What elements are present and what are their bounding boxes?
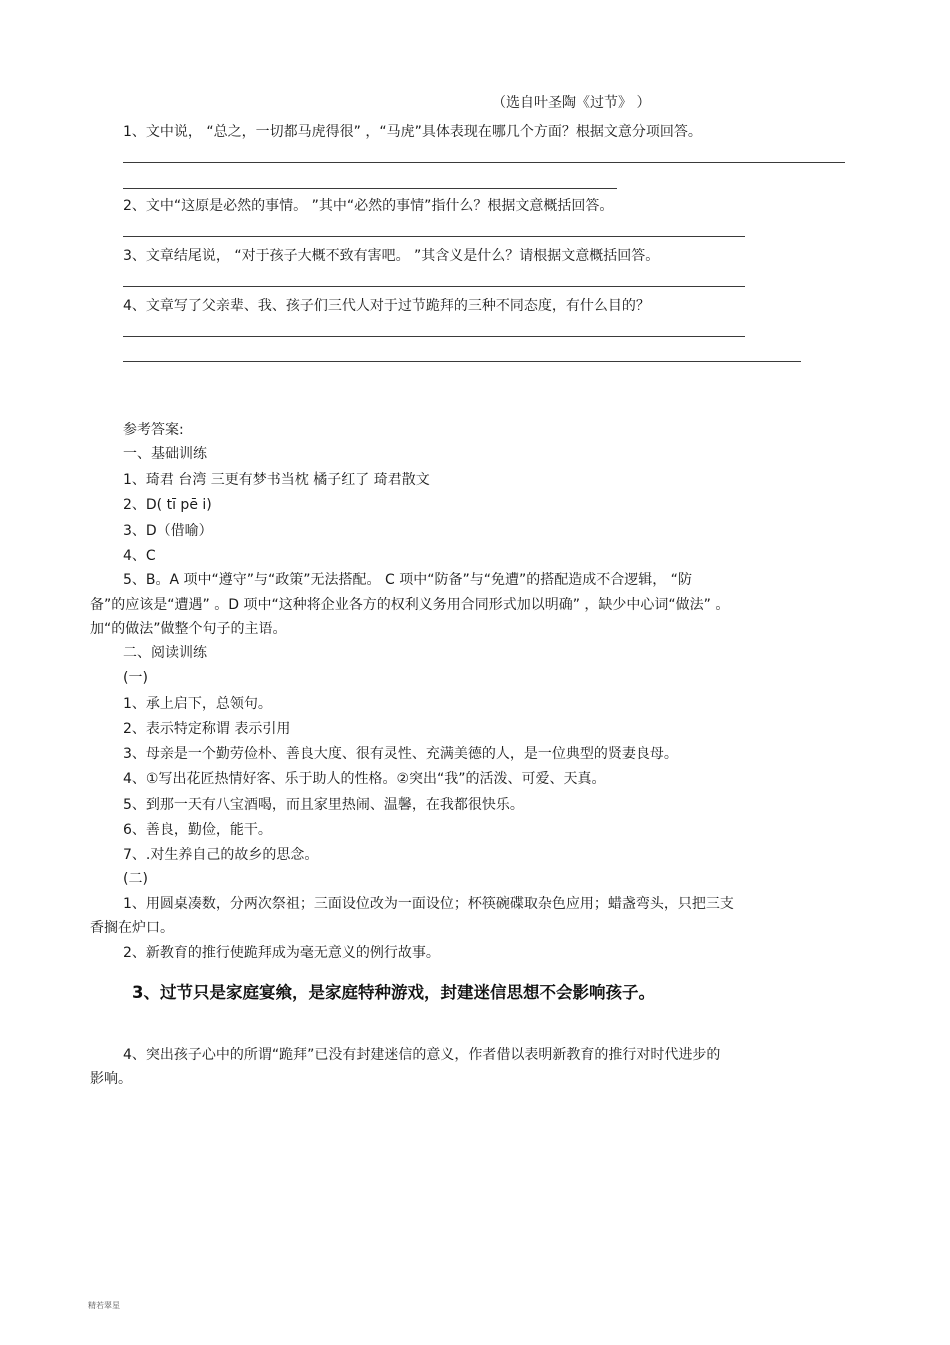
answer-item: 3、D（借喻） bbox=[123, 523, 213, 539]
answer-line bbox=[123, 286, 745, 287]
question-2: 2、文中“这原是必然的事情。 ”其中“必然的事情”指什么？根据文意概括回答。 bbox=[123, 198, 614, 214]
answer-item: 4、①写出花匠热情好客、乐于助人的性格。②突出“我”的活泼、可爱、天真。 bbox=[123, 771, 606, 787]
answer-item: 4、C bbox=[123, 548, 156, 564]
section-title-reading: 二、阅读训练 bbox=[123, 645, 207, 661]
answer-item: 2、表示特定称谓 表示引用 bbox=[123, 721, 291, 737]
answer-item: 1、用圆桌凑数，分两次祭祖；三面设位改为一面设位；杯筷碗碟取杂色应用；蜡盏弯头，只把三支 bbox=[123, 896, 734, 912]
section-title-basic: 一、基础训练 bbox=[123, 446, 207, 462]
answer-item: 1、琦君 台湾 三更有梦书当枕 橘子红了 琦君散文 bbox=[123, 472, 430, 488]
answer-item: 5、到那一天有八宝酒喝，而且家里热闹、温馨，在我都很快乐。 bbox=[123, 797, 524, 813]
answer-line bbox=[123, 236, 745, 237]
answer-item: 2、新教育的推行使跪拜成为毫无意义的例行故事。 bbox=[123, 945, 440, 961]
answer-line bbox=[123, 162, 845, 163]
answer-item: 6、善良，勤俭，能干。 bbox=[123, 822, 272, 838]
answers-heading: 参考答案: bbox=[123, 422, 184, 438]
answer-line bbox=[123, 188, 617, 189]
question-3: 3、文章结尾说， “对于孩子大概不致有害吧。 ”其含义是什么？请根据文意概括回答。 bbox=[123, 248, 660, 264]
answer-item: 4、突出孩子心中的所谓“跪拜”已没有封建迷信的意义，作者借以表明新教育的推行对时代进步的 bbox=[123, 1047, 721, 1063]
question-4: 4、文章写了父亲辈、我、孩子们三代人对于过节跪拜的三种不同态度，有什么目的？ bbox=[123, 298, 650, 314]
subsection-label: (二) bbox=[123, 871, 148, 887]
answer-item: 7、.对生养自己的故乡的思念。 bbox=[123, 847, 319, 863]
answer-line bbox=[123, 361, 801, 362]
answer-item: 2、D( tī pē i) bbox=[123, 497, 212, 513]
answer-item-continued: 香搁在炉口。 bbox=[90, 920, 174, 936]
subsection-label: (一) bbox=[123, 670, 148, 686]
answer-item: 5、B。A 项中“遵守”与“政策”无法搭配。 C 项中“防备”与“免遭”的搭配造成不合逻辑， “防 bbox=[123, 572, 692, 588]
source-citation: （选自叶圣陶《过节》 ） bbox=[492, 95, 651, 111]
page-footer: 精若翠星 bbox=[88, 1301, 120, 1310]
question-1: 1、文中说， “总之，一切都马虎得很” ，“马虎”具体表现在哪几个方面？根据文意分项回答。 bbox=[123, 124, 702, 140]
answer-item-highlight: 3、过节只是家庭宴飨，是家庭特种游戏，封建迷信思想不会影响孩子。 bbox=[132, 983, 655, 1002]
answer-item: 1、承上启下，总领句。 bbox=[123, 696, 272, 712]
answer-item-continued: 影响。 bbox=[90, 1071, 132, 1087]
answer-item-continued: 备”的应该是“遭遇” 。D 项中“这种将企业各方的权利义务用合同形式加以明确” ，缺少中心词“做法” 。 bbox=[90, 597, 730, 613]
answer-line bbox=[123, 336, 745, 337]
answer-item-continued: 加“的做法”做整个句子的主语。 bbox=[90, 621, 287, 637]
answer-item: 3、母亲是一个勤劳俭朴、善良大度、很有灵性、充满美德的人，是一位典型的贤妻良母。 bbox=[123, 746, 678, 762]
